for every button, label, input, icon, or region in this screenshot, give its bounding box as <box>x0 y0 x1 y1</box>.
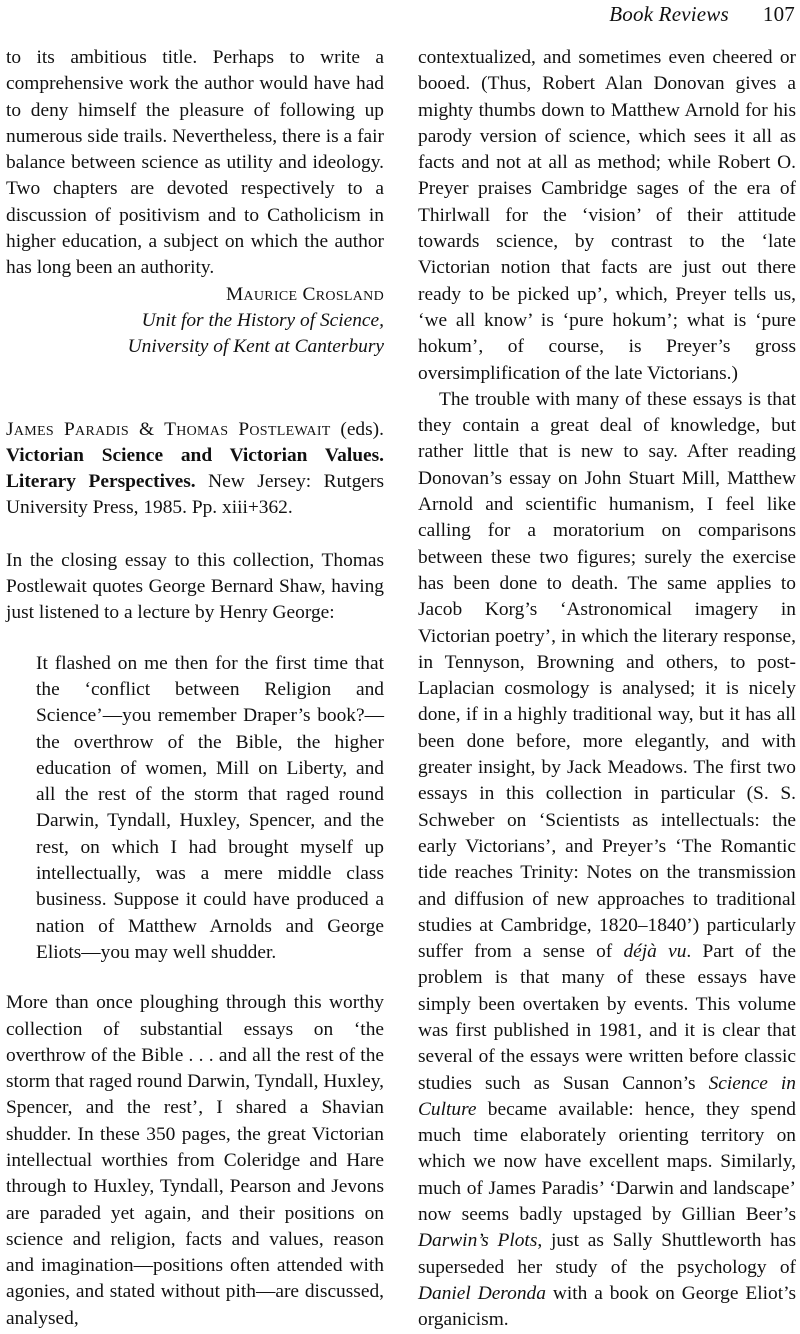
italic-phrase-deja-vu: déjà vu <box>623 941 687 963</box>
reviewer-affiliation-line-1: Unit for the History of Science, <box>141 309 384 331</box>
review-continued-paragraph: to its ambitious title. Perhaps to write a comprehensive work the author would have had to deny himself the pleasure of following up numerous side trails. Nevertheless, there is a fair balance between science as utility and ideology. Two chapters are devoted respectively to a discussion of positivism and to Catholicism in higher education, a subject on which the author has long been an authority. <box>6 47 384 279</box>
review-intro-paragraph: In the closing essay to this collection, Thomas Postlewait quotes George Bernard Shaw, having just listened to a lecture by Henry George: <box>6 549 384 624</box>
citation-editor-note: (eds). <box>330 418 384 440</box>
two-column-body <box>6 45 795 1334</box>
reviewer-name: Maurice Crosland <box>225 283 384 305</box>
italic-title-daniel-deronda: Daniel Deronda <box>418 1282 546 1304</box>
italic-title-science-in-culture: Science in Culture <box>418 1072 796 1120</box>
citation-imprint: New Jersey: Rutgers University Press, 1985. Pp. xiii+362. <box>6 471 384 519</box>
citation-title: Victorian Science and Victorian Values. Literary Perspectives. <box>6 444 384 493</box>
paragraph-part-1: The trouble with many of these essays is that they contain a great deal of knowledge, but rather little that is new to say. After reading Donovan’s essay on John Stuart Mill, Matthew Arnold and scientific humanism, I feel like calling for a moratorium on comparisons between these two figures; surely the exercise has been done to death. The same applies to Jacob Korg’s ‘Astronomical imagery in Victorian poetry’, in which the literary response, in Tennyson, Browning and others, to post-Laplacian cosmology is analysed; it is nicely done, if in a highly traditional way, but it has all been done before, more elegantly, and with greater insight, by Jack Meadows. The first two essays in this collection in particular (S. S. Schweber on ‘Scientists as intellectuals: the early Victorians’, and Preyer’s ‘The Romantic tide reaches Trinity: Notes on the transmission and diffusion of new approaches to traditional studies at Cambridge, 1820–1840’) particularly suffer from a sense of <box>418 388 796 963</box>
book-citation-header <box>6 417 384 522</box>
review-body-paragraph: More than once ploughing through this worthy collection of substantial essays on ‘the overthrow of the Bible . . . and all the rest of the storm that raged round Darwin, Tyndall, Huxley, Spencer, and the rest’, I shared a Shavian shudder. In these 350 pages, the great Victorian intellectual worthies from Coleridge and Hare through to Huxley, Tyndall, Pearson and Jevons are paraded yet again, and their positions on science and religion, facts and values, reason and imagination—positions often attended with agonies, and stated without pith—are discussed, analysed, <box>6 992 384 1329</box>
citation-authors: James Paradis & Thomas Postlewait <box>6 418 331 440</box>
review-continued-paragraph-right: contextualized, and sometimes even cheered or booed. (Thus, Robert Alan Donovan gives a mighty thumbs down to Matthew Arnold for his parody version of science, which sees it all as facts and not at all as method; while Robert O. Preyer praises Cambridge sages of the era of Thirlwall for the ‘vision’ of their attitude towards science, by contrast to the ‘late Victorian notion that facts are just out there ready to be picked up’, which, Preyer tells us, ‘we all know’ is ‘pure hokum’; what is ‘pure hokum’, of course, is Preyer’s gross oversimplification of the late Victorians.) <box>418 47 796 384</box>
right-column <box>418 45 796 1334</box>
running-head <box>609 2 795 27</box>
paragraph-part-2: . Part of the problem is that many of these essays have simply been overtaken by events. This volume was first published in 1981, and it is clear that several of the essays were written before classic studies such as Susan Cannon’s <box>418 941 796 1094</box>
italic-title-darwins-plots: Darwin’s Plots <box>418 1230 538 1252</box>
reviewer-affiliation-line-2: University of Kent at Canterbury <box>127 336 384 358</box>
review-second-paragraph <box>418 387 796 1334</box>
paragraph-part-3: became available: hence, they spend much time elaborately orienting territory on which we now have excellent maps. Similarly, much of James Paradis’ ‘Darwin and landscape’ now seems badly upstaged by Gillian Beer’s <box>418 1098 796 1226</box>
page-number: 107 <box>762 2 795 26</box>
left-column <box>6 45 384 1334</box>
reviewer-signature <box>6 282 384 361</box>
paragraph-part-5: with a book on George Eliot’s organicism. <box>418 1282 797 1331</box>
paragraph-part-4: , just as Sally Shuttleworth has superseded her study of the psychology of <box>418 1230 796 1278</box>
shaw-blockquote: It flashed on me then for the first time that the ‘conflict between Religion and Science’—you remember Draper’s book?—the overthrow of the Bible, the higher education of women, Mill on Liberty, and all the rest of the storm that raged round Darwin, Tyndall, Huxley, Spencer, and the rest, on which I had brought myself up intellectually, was a mere middle class business. Suppose it could have produced a nation of Matthew Arnolds and George Eliots—you may well shudder. <box>36 652 384 963</box>
running-head-title: Book Reviews <box>609 2 729 26</box>
